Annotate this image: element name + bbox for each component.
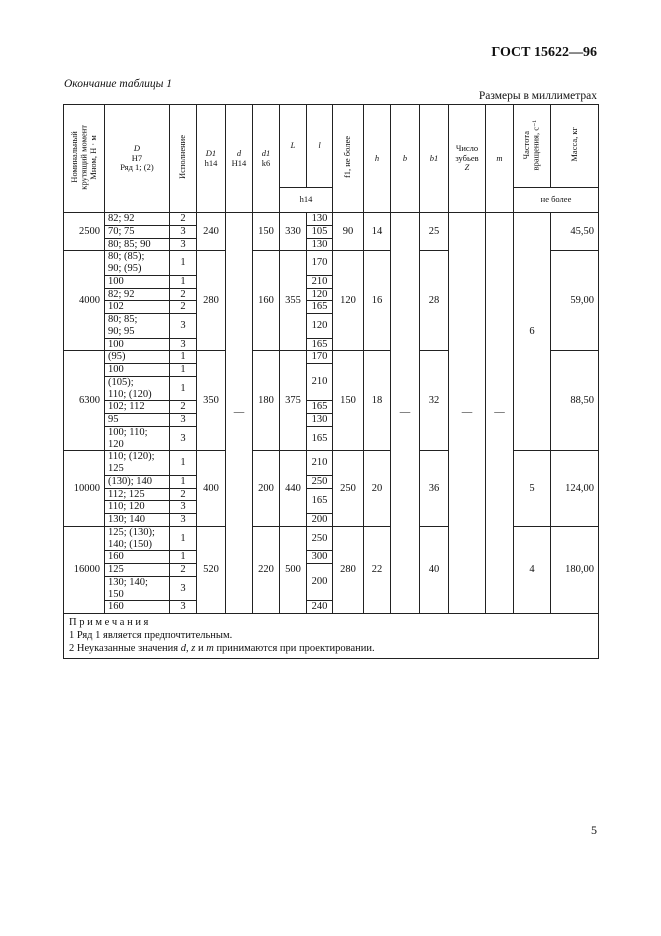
table-cell: 3 [170, 501, 197, 514]
L-value: 375 [280, 351, 307, 451]
col-b1-header: b1 [420, 105, 449, 213]
d-value: — [226, 213, 253, 614]
table-cell: 130; 140 [105, 514, 170, 527]
table-row [64, 213, 599, 226]
f1-value: 280 [333, 526, 364, 613]
b1-value: 25 [420, 213, 449, 251]
table-cell: 125; (130); 140; (150) [105, 526, 170, 551]
table-cell: 210 [307, 275, 333, 288]
f1-value: 150 [333, 351, 364, 451]
mass-value: 180,00 [551, 526, 599, 613]
table-cell: 170 [307, 251, 333, 276]
table-cell: (95) [105, 351, 170, 364]
col-execution-header: Исполнение [170, 105, 197, 213]
torque-value: 6300 [64, 351, 105, 451]
b1-value: 32 [420, 351, 449, 451]
d1-value: 150 [253, 213, 280, 251]
table-cell: 1 [170, 364, 197, 377]
d1-value: 180 [253, 351, 280, 451]
table-cell: 110; 120 [105, 501, 170, 514]
table-cell: 120 [307, 288, 333, 301]
table-cell: 165 [307, 301, 333, 314]
torque-value: 16000 [64, 526, 105, 613]
table-cell: 130 [307, 414, 333, 427]
table-cell: 1 [170, 251, 197, 276]
table-cell: 250 [307, 475, 333, 488]
table-cell: 3 [170, 225, 197, 238]
table-row [64, 451, 599, 476]
table-cell: 80; 85; 90 [105, 238, 170, 251]
d1-value: 220 [253, 526, 280, 613]
torque-value: 4000 [64, 251, 105, 351]
table-cell: 170 [307, 351, 333, 364]
h-value: 20 [364, 451, 391, 527]
table-cell: (105); 110; (120) [105, 376, 170, 401]
table-cell: 2 [170, 564, 197, 577]
table-cell: 160 [105, 551, 170, 564]
col-D-header: D H7 Ряд 1; (2) [105, 105, 170, 213]
table-cell: 3 [170, 576, 197, 601]
f1-value: 250 [333, 451, 364, 527]
coupling-dimensions-table [63, 104, 599, 659]
table-cell: (130); 140 [105, 475, 170, 488]
h-value: 18 [364, 351, 391, 451]
D1-value: 400 [197, 451, 226, 527]
table-cell: 100 [105, 275, 170, 288]
b1-value: 36 [420, 451, 449, 527]
col-D1-header: D1 h14 [197, 105, 226, 213]
mass-value: 59,00 [551, 251, 599, 351]
col-z-header: Число зубьев Z [449, 105, 486, 213]
table-cell: 70; 75 [105, 225, 170, 238]
f1-value: 90 [333, 213, 364, 251]
L-value: 330 [280, 213, 307, 251]
table-cell: 300 [307, 551, 333, 564]
h14-subheader: h14 [280, 188, 333, 213]
col-torque-header: Номинальный крутящий момент Mном, Н · м [64, 105, 105, 213]
table-cell: 1 [170, 551, 197, 564]
table-row [64, 526, 599, 551]
table-cell: 102; 112 [105, 401, 170, 414]
table-cell: 3 [170, 601, 197, 614]
table-cell: 1 [170, 376, 197, 401]
d1-value: 200 [253, 451, 280, 527]
table-cell: 2 [170, 401, 197, 414]
table-cell: 165 [307, 426, 333, 451]
d1-value: 160 [253, 251, 280, 351]
max-subheader: не более [514, 188, 599, 213]
table-cell: 1 [170, 526, 197, 551]
notes-row [64, 614, 599, 659]
table-cell: 100; 110; 120 [105, 426, 170, 451]
table-cell: 2 [170, 288, 197, 301]
l-value: 130 [307, 213, 333, 226]
b1-value: 28 [420, 251, 449, 351]
table-cell: 210 [307, 364, 333, 401]
torque-value: 2500 [64, 213, 105, 251]
table-cell: 3 [170, 238, 197, 251]
D1-value: 280 [197, 251, 226, 351]
freq-value: 5 [514, 451, 551, 527]
table-cell: 200 [307, 514, 333, 527]
col-mass-header: Масса, кг [551, 105, 599, 188]
table-cell: 3 [170, 426, 197, 451]
notes-title: П р и м е ч а н и я [69, 617, 149, 628]
L-value: 440 [280, 451, 307, 527]
table-cell: 110; (120); 125 [105, 451, 170, 476]
f1-value: 120 [333, 251, 364, 351]
table-cell: 100 [105, 338, 170, 351]
col-d-header: d H14 [226, 105, 253, 213]
torque-value: 10000 [64, 451, 105, 527]
h-value: 14 [364, 213, 391, 251]
col-f1-header: f1, не более [333, 105, 364, 213]
D1-value: 350 [197, 351, 226, 451]
table-cell: 2 [170, 301, 197, 314]
h-value: 16 [364, 251, 391, 351]
table-cell: 125 [105, 564, 170, 577]
L-value: 500 [280, 526, 307, 613]
table-cell: 105 [307, 225, 333, 238]
table-cell: 112; 125 [105, 488, 170, 501]
mass-value: 124,00 [551, 451, 599, 527]
table-cell: 82; 92 [105, 288, 170, 301]
table-cell: 1 [170, 351, 197, 364]
table-cell: 3 [170, 514, 197, 527]
table-cell: 80; (85); 90; (95) [105, 251, 170, 276]
m-value: — [486, 213, 514, 614]
col-h-header: h [364, 105, 391, 213]
table-cell: 165 [307, 338, 333, 351]
units-caption: Размеры в миллиметрах [478, 90, 597, 102]
table-cell: 3 [170, 314, 197, 339]
freq-value: 6 [514, 213, 551, 451]
table-cell: 1 [170, 275, 197, 288]
table-cell: 100 [105, 364, 170, 377]
b-value: — [391, 213, 420, 614]
col-b-header: b [391, 105, 420, 213]
col-l-header: l [307, 105, 333, 188]
table-cell: 1 [170, 475, 197, 488]
mass-value: 45,50 [551, 213, 599, 251]
table-cell: 210 [307, 451, 333, 476]
table-cell: 200 [307, 564, 333, 601]
table-notes [64, 614, 599, 659]
table-cell: 95 [105, 414, 170, 427]
bore-diameter: 82; 92 [105, 213, 170, 226]
table-cell: 102 [105, 301, 170, 314]
table-cell: 130 [307, 238, 333, 251]
note-1: 1 Ряд 1 является предпочтительным. [69, 630, 233, 642]
col-d1-header: d1 k6 [253, 105, 280, 213]
D1-value: 240 [197, 213, 226, 251]
z-value: — [449, 213, 486, 614]
freq-value: 4 [514, 526, 551, 613]
table-cell: 80; 85; 90; 95 [105, 314, 170, 339]
standard-number: ГОСТ 15622—96 [491, 45, 597, 60]
table-cell: 120 [307, 314, 333, 339]
note-2: 2 Неуказанные значения d, z и m принимаются при проектировании. [69, 643, 375, 655]
table-cell: 160 [105, 601, 170, 614]
b1-value: 40 [420, 526, 449, 613]
table-continuation-caption: Окончание таблицы 1 [64, 78, 172, 90]
page-number: 5 [591, 823, 597, 837]
D1-value: 520 [197, 526, 226, 613]
execution: 2 [170, 213, 197, 226]
table-cell: 165 [307, 488, 333, 514]
L-value: 355 [280, 251, 307, 351]
table-cell: 250 [307, 526, 333, 551]
table-cell: 1 [170, 451, 197, 476]
header-row-1 [64, 105, 599, 188]
h-value: 22 [364, 526, 391, 613]
table-cell: 2 [170, 488, 197, 501]
table-cell: 3 [170, 414, 197, 427]
table-cell: 240 [307, 601, 333, 614]
table-cell: 165 [307, 401, 333, 414]
col-m-header: m [486, 105, 514, 213]
mass-value: 88,50 [551, 351, 599, 451]
table-cell: 3 [170, 338, 197, 351]
table-cell: 130; 140; 150 [105, 576, 170, 601]
col-freq-header: Частота вращения, с⁻¹ [514, 105, 551, 188]
col-L-header: L [280, 105, 307, 188]
